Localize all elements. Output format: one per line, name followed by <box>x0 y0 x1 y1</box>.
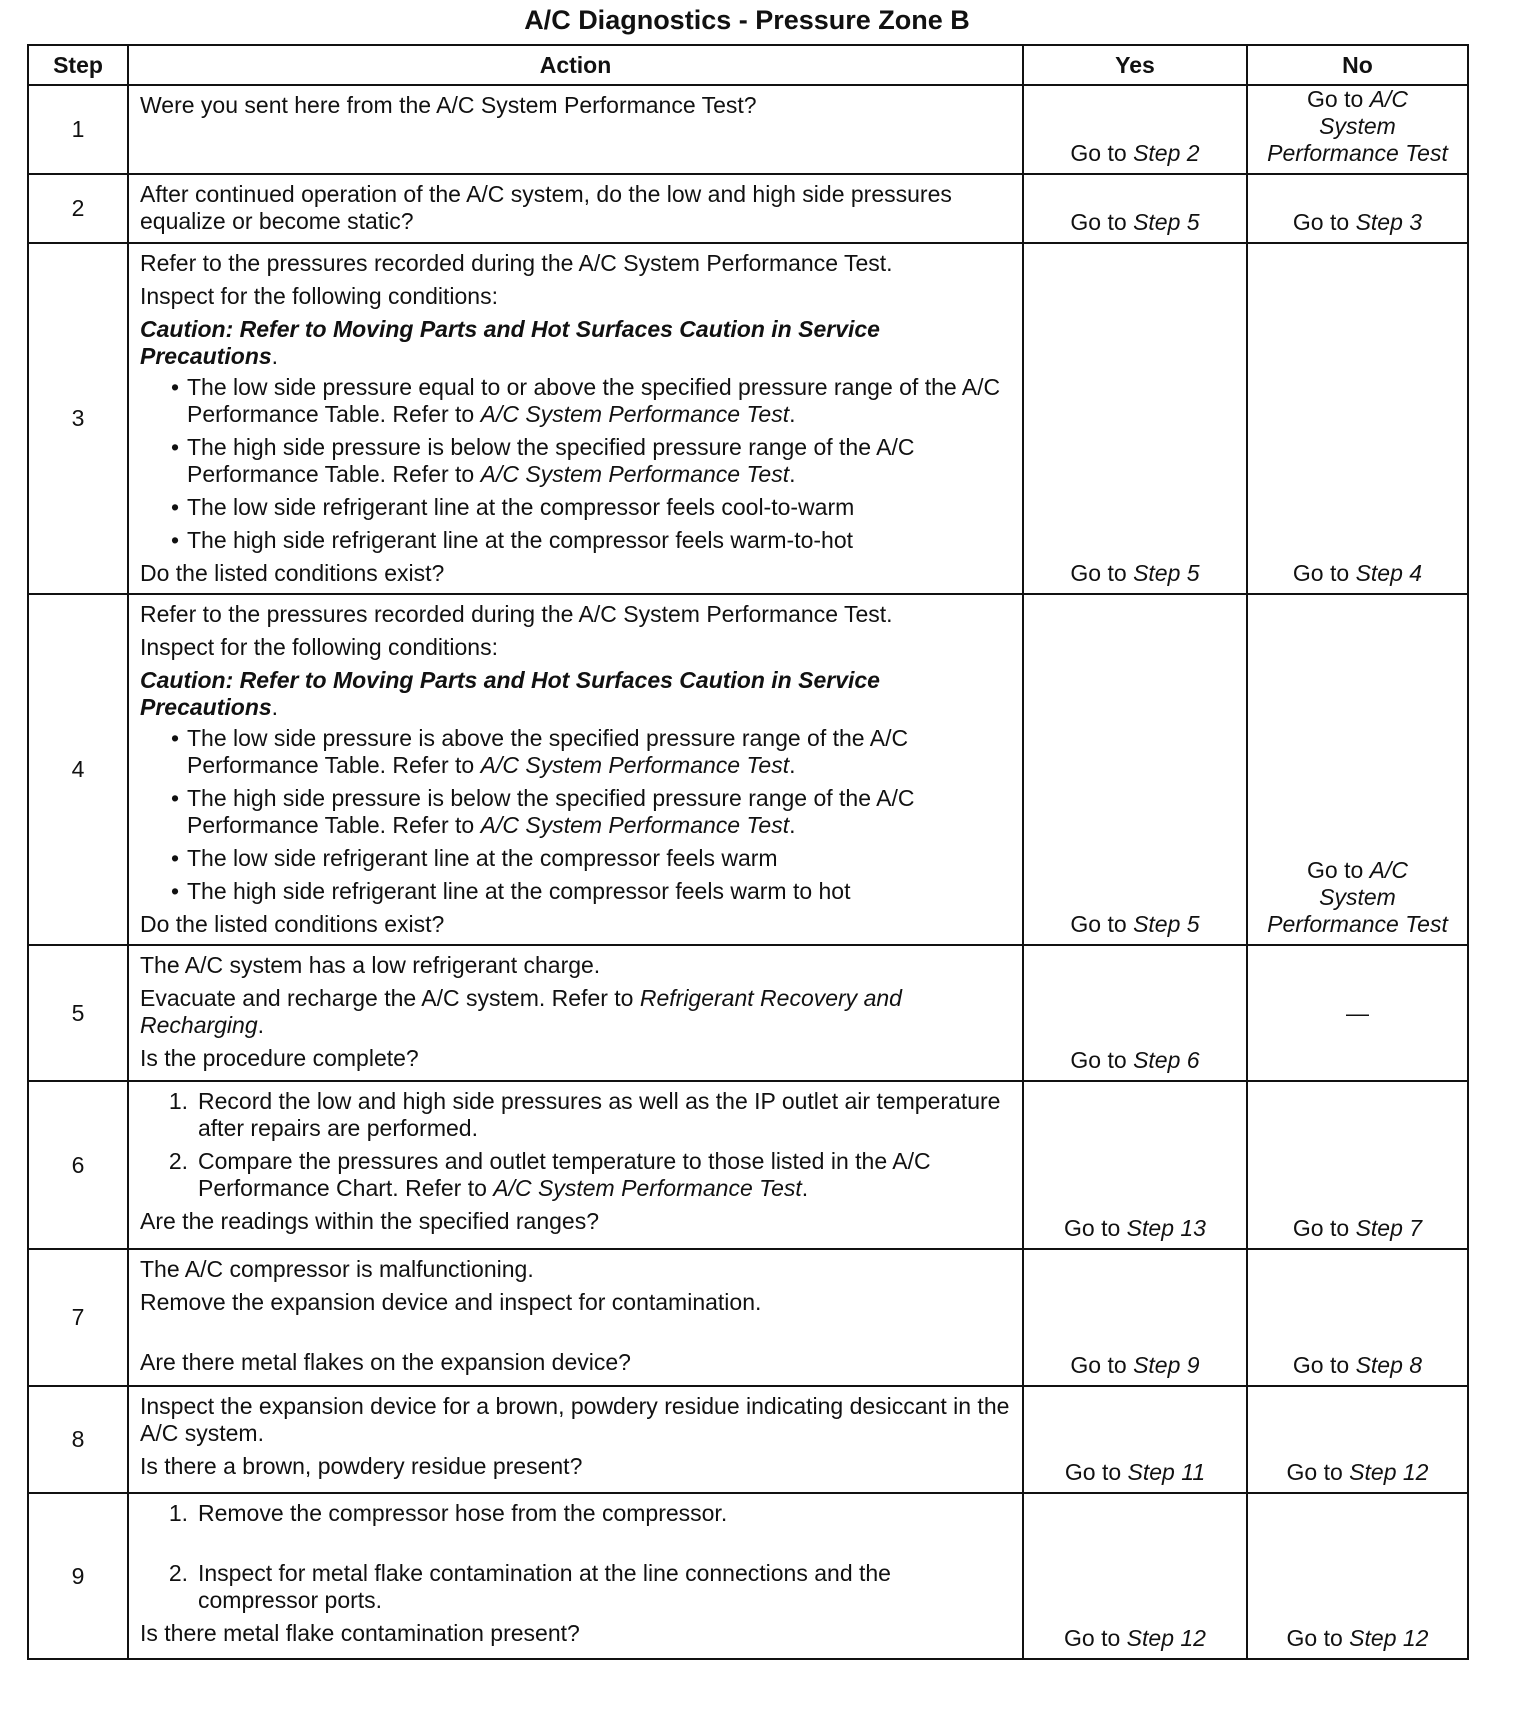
step-number: 1 <box>28 85 128 174</box>
yes-cell: Go to Step 11 <box>1023 1386 1247 1493</box>
list-item: • The low side pressure equal to or above the specified pressure range of the A/C Performance Table. Refer to A/C System Performance Test. <box>170 374 1001 427</box>
yes-cell: Go to Step 5 <box>1023 243 1247 594</box>
no-target: Step 4 <box>1355 560 1423 586</box>
list-item: • The low side pressure is above the specified pressure range of the A/C Performance Table. Refer to A/C System Performance Test. <box>170 725 909 778</box>
no-target: Step 12 <box>1349 1459 1429 1485</box>
no-target: Step 7 <box>1355 1215 1423 1241</box>
action-cell: Refer to the pressures recorded during the A/C System Performance Test. Inspect for the following conditions: Caution: Refer to Moving Parts and Hot Surfaces Caution in Service Precautions. • The low side pressure equal to or above the specified pressure range of the A/C Performance Table. Refer to A/C System Performance Test. • The high side pressure is below the specified pressure range of the A/C Performance Table. Refer to A/C System Performance Test. • The low side refrigerant line at the compressor feels cool-to-warm • The high side refrigerant line at the compressor feels warm-to-hot Do the listed conditions exist? <box>128 243 1023 594</box>
question: Is there metal flake contamination present? <box>140 1620 580 1646</box>
question: Is the procedure complete? <box>140 1045 419 1071</box>
action-cell <box>128 85 1023 174</box>
question: Do the listed conditions exist? <box>140 911 445 937</box>
list-item: • The low side refrigerant line at the compressor feels cool-to-warm <box>170 494 855 520</box>
action-cell <box>128 174 1023 243</box>
step-number: 8 <box>28 1386 128 1493</box>
yes-cell: Go to Step 5 <box>1023 174 1247 243</box>
yes-cell: Go to Step 9 <box>1023 1249 1247 1386</box>
list-item: 1. Remove the compressor hose from the compressor. <box>168 1500 728 1526</box>
caution-text: Caution: Refer to Moving Parts and Hot Surfaces Caution in Service Precautions. <box>140 667 880 720</box>
question: Are there metal flakes on the expansion device? <box>140 1349 631 1375</box>
question: Do the listed conditions exist? <box>140 560 445 586</box>
table-row <box>28 1493 1468 1659</box>
step-number: 2 <box>28 174 128 243</box>
action-cell: The A/C compressor is malfunctioning. Remove the expansion device and inspect for contamination. Are there metal flakes on the expansion device? <box>128 1249 1023 1386</box>
no-cell: — <box>1247 945 1468 1081</box>
no-cell: Go to Step 3 <box>1247 174 1468 243</box>
list-item: • The high side pressure is below the specified pressure range of the A/C Performance Table. Refer to A/C System Performance Test. <box>170 785 915 838</box>
no-cell: Go to A/C System Performance Test <box>1247 594 1468 945</box>
step-number: 5 <box>28 945 128 1081</box>
header-action: Action <box>128 45 1023 85</box>
no-cell: Go to Step 7 <box>1247 1081 1468 1249</box>
table-row <box>28 174 1468 243</box>
no-cell: Go to Step 12 <box>1247 1386 1468 1493</box>
no-cell: Go to Step 12 <box>1247 1493 1468 1659</box>
yes-cell: Go to Step 6 <box>1023 945 1247 1081</box>
table-row <box>28 1386 1468 1493</box>
list-item: • The high side refrigerant line at the compressor feels warm-to-hot <box>170 527 854 553</box>
yes-cell: Go to Step 12 <box>1023 1493 1247 1659</box>
yes-target: Step 2 <box>1133 140 1200 166</box>
list-item: 1. Record the low and high side pressures as well as the IP outlet air temperature after repairs are performed. <box>168 1088 1001 1141</box>
table-row <box>28 594 1468 945</box>
yes-target: Step 11 <box>1127 1459 1206 1485</box>
yes-target: Step 12 <box>1126 1625 1206 1651</box>
table-row <box>28 1081 1468 1249</box>
action-cell: Refer to the pressures recorded during the A/C System Performance Test. Inspect for the following conditions: Caution: Refer to Moving Parts and Hot Surfaces Caution in Service Precautions. • The low side pressure is above the specified pressure range of the A/C Performance Table. Refer to A/C System Performance Test. • The high side pressure is below the specified pressure range of the A/C Performance Table. Refer to A/C System Performance Test. • The low side refrigerant line at the compressor feels warm • The high side refrigerant line at the compressor feels warm to hot Do the listed conditions exist? <box>128 594 1023 945</box>
step-number: 4 <box>28 594 128 945</box>
yes-target: Step 5 <box>1133 911 1200 937</box>
question: Are the readings within the specified ranges? <box>140 1208 600 1234</box>
caution-text: Caution: Refer to Moving Parts and Hot Surfaces Caution in Service Precautions. <box>140 316 880 369</box>
table-row <box>28 945 1468 1081</box>
list-item: 2. Compare the pressures and outlet temperature to those listed in the A/C Performance Chart. Refer to A/C System Performance Test. <box>168 1148 931 1201</box>
header-yes: Yes <box>1023 45 1247 85</box>
list-item: • The low side refrigerant line at the compressor feels warm <box>170 845 778 871</box>
yes-target: Step 5 <box>1133 560 1200 586</box>
question: Were you sent here from the A/C System Performance Test? <box>140 92 757 118</box>
action-cell: The A/C system has a low refrigerant charge. Evacuate and recharge the A/C system. Refer to Refrigerant Recovery and Recharging. Is the procedure complete? <box>128 945 1023 1081</box>
no-cell: Go to Step 8 <box>1247 1249 1468 1386</box>
table-row <box>28 243 1468 594</box>
yes-target: Step 5 <box>1133 209 1200 235</box>
question: Is there a brown, powdery residue present? <box>140 1453 583 1479</box>
diagnostic-table <box>27 44 1469 1660</box>
table-row <box>28 85 1468 174</box>
table-row <box>28 1249 1468 1386</box>
yes-target: Step 13 <box>1126 1215 1206 1241</box>
header-step: Step <box>28 45 128 85</box>
yes-cell: Go to Step 13 <box>1023 1081 1247 1249</box>
list-item: • The high side pressure is below the specified pressure range of the A/C Performance Table. Refer to A/C System Performance Test. <box>170 434 915 487</box>
list-item: • The high side refrigerant line at the compressor feels warm to hot <box>170 878 851 904</box>
step-number: 7 <box>28 1249 128 1386</box>
yes-cell: Go to Step 5 <box>1023 594 1247 945</box>
action-cell <box>128 1493 1023 1659</box>
no-cell: Go to Step 4 <box>1247 243 1468 594</box>
page-title: A/C Diagnostics - Pressure Zone B <box>524 5 970 35</box>
step-number: 3 <box>28 243 128 594</box>
yes-target: Step 9 <box>1133 1352 1200 1378</box>
action-cell <box>128 1081 1023 1249</box>
no-target: Step 8 <box>1355 1352 1423 1378</box>
step-number: 6 <box>28 1081 128 1249</box>
action-cell: Inspect the expansion device for a brown, powdery residue indicating desiccant in the A/C system. Is there a brown, powdery residue present? <box>128 1386 1023 1493</box>
yes-cell: Go to Step 2 <box>1023 85 1247 174</box>
header-row <box>28 45 1468 85</box>
question: After continued operation of the A/C system, do the low and high side pressures equalize or become static? <box>140 181 952 234</box>
yes-target: Step 6 <box>1133 1047 1200 1073</box>
header-no: No <box>1247 45 1468 85</box>
no-target: Step 12 <box>1349 1625 1429 1651</box>
list-item: 2. Inspect for metal flake contamination at the line connections and the compressor ports. <box>168 1560 891 1613</box>
no-cell: Go to A/C System Performance Test <box>1247 85 1468 174</box>
no-target: Step 3 <box>1355 209 1423 235</box>
step-number: 9 <box>28 1493 128 1659</box>
